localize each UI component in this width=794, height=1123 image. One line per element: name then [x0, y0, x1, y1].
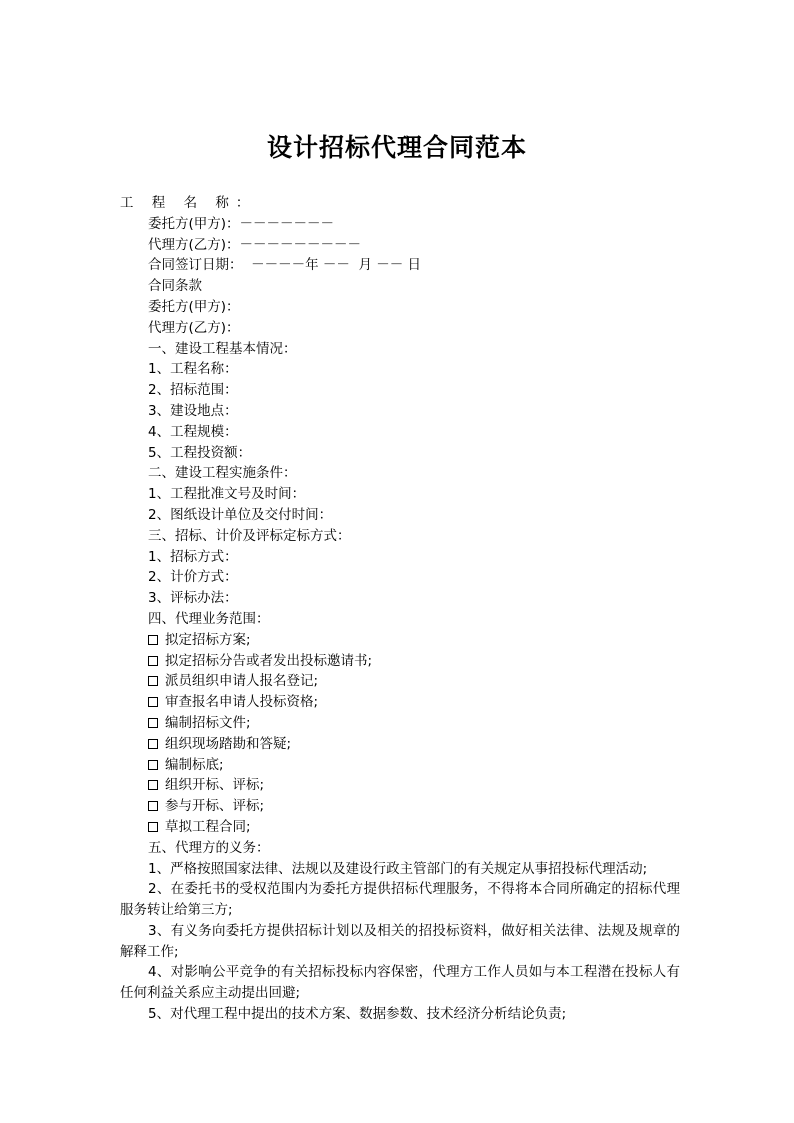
scope-checkbox-item[interactable]: [120, 651, 680, 672]
terms-heading: 合同条款: [148, 278, 202, 295]
project-name-label: 工 程 名 称：: [120, 195, 257, 211]
checkbox-icon[interactable]: [148, 760, 158, 770]
obligation-paragraph: 3、有义务向委托方提供招标计划以及相关的招投标资料，做好相关法律、法规及规章的解释工作;: [120, 922, 680, 960]
obligation-paragraph: 4、对影响公平竞争的有关招标投标内容保密，代理方工作人员如与本工程潜在投标人有任何利益关系应主动提出回避;: [120, 964, 680, 1002]
section-4-heading: 四、代理业务范围：: [148, 610, 270, 627]
scope-checkbox-item[interactable]: [120, 630, 680, 651]
section-3-heading: 三、招标、计价及评标定标方式：: [148, 527, 351, 544]
section-1-item: 2、招标范围：: [148, 382, 238, 399]
checkbox-label: 组织开标、评标;: [165, 777, 265, 794]
section-1-item: 3、建设地点：: [148, 402, 238, 419]
section-3-item: 1、招标方式：: [148, 548, 238, 565]
checkbox-icon[interactable]: [148, 780, 158, 790]
section-1-item: 5、工程投资额：: [148, 444, 252, 461]
scope-checkbox-item[interactable]: [120, 734, 680, 755]
scope-checkbox-item[interactable]: [120, 692, 680, 713]
checkbox-label: 组织现场踏勘和答疑;: [165, 735, 292, 752]
checkbox-icon[interactable]: [148, 801, 158, 811]
checkbox-label: 拟定招标方案;: [165, 631, 251, 648]
scope-checkbox-item[interactable]: [120, 775, 680, 796]
agent-line-2: 代理方(乙方)：: [148, 319, 240, 336]
section-2-item: 2、图纸设计单位及交付时间：: [148, 506, 333, 523]
checkbox-label: 拟定招标分告或者发出投标邀请书;: [165, 652, 373, 669]
section-2-heading: 二、建设工程实施条件：: [148, 465, 297, 482]
scope-checkbox-item[interactable]: [120, 796, 680, 817]
checkbox-icon[interactable]: [148, 739, 158, 749]
contract-body: [120, 193, 680, 1025]
section-2-item: 1、工程批准文号及时间：: [148, 486, 306, 503]
checkbox-icon[interactable]: [148, 635, 158, 645]
page-title: 设计招标代理合同范本: [266, 133, 527, 162]
checkbox-label: 草拟工程合同;: [165, 818, 251, 835]
principal-line-2: 委托方(甲方)：: [148, 298, 240, 315]
obligation-paragraph: 2、在委托书的受权范围内为委托方提供招标代理服务，不得将本合同所确定的招标代理服务转让给第三方;: [120, 881, 680, 919]
principal-line: 委托方(甲方)：－－－－－－－: [148, 215, 335, 232]
checkbox-label: 派员组织申请人报名登记;: [165, 673, 319, 690]
section-1-heading: 一、建设工程基本情况：: [148, 340, 297, 357]
scope-checkbox-item[interactable]: [120, 755, 680, 776]
scope-checkbox-item[interactable]: [120, 713, 680, 734]
section-1-item: 4、工程规模：: [148, 423, 238, 440]
checkbox-label: 参与开标、评标;: [165, 798, 265, 815]
obligation-paragraph: 1、严格按照国家法律、法规以及建设行政主管部门的有关规定从事招投标代理活动;: [148, 860, 648, 877]
checkbox-icon[interactable]: [148, 697, 158, 707]
checkbox-icon[interactable]: [148, 676, 158, 686]
checkbox-label: 编制招标文件;: [165, 714, 251, 731]
section-1-item: 1、工程名称：: [148, 361, 238, 378]
agent-line: 代理方(乙方)：－－－－－－－－－: [148, 236, 362, 253]
scope-checkbox-item[interactable]: [120, 817, 680, 838]
section-3-item: 2、计价方式：: [148, 569, 238, 586]
checkbox-icon[interactable]: [148, 718, 158, 728]
sign-date-line: 合同签订日期： －－－－年 －－ 月 －－ 日: [148, 257, 422, 274]
obligation-paragraph: 5、对代理工程中提出的技术方案、数据参数、技术经济分析结论负责;: [148, 1006, 567, 1023]
section-5-heading: 五、代理方的义务：: [148, 839, 270, 856]
checkbox-icon[interactable]: [148, 822, 158, 832]
section-3-item: 3、评标办法：: [148, 590, 238, 607]
checkbox-label: 编制标底;: [165, 756, 224, 773]
checkbox-label: 审查报名申请人投标资格;: [165, 694, 319, 711]
checkbox-icon[interactable]: [148, 656, 158, 666]
scope-checkbox-item[interactable]: [120, 671, 680, 692]
